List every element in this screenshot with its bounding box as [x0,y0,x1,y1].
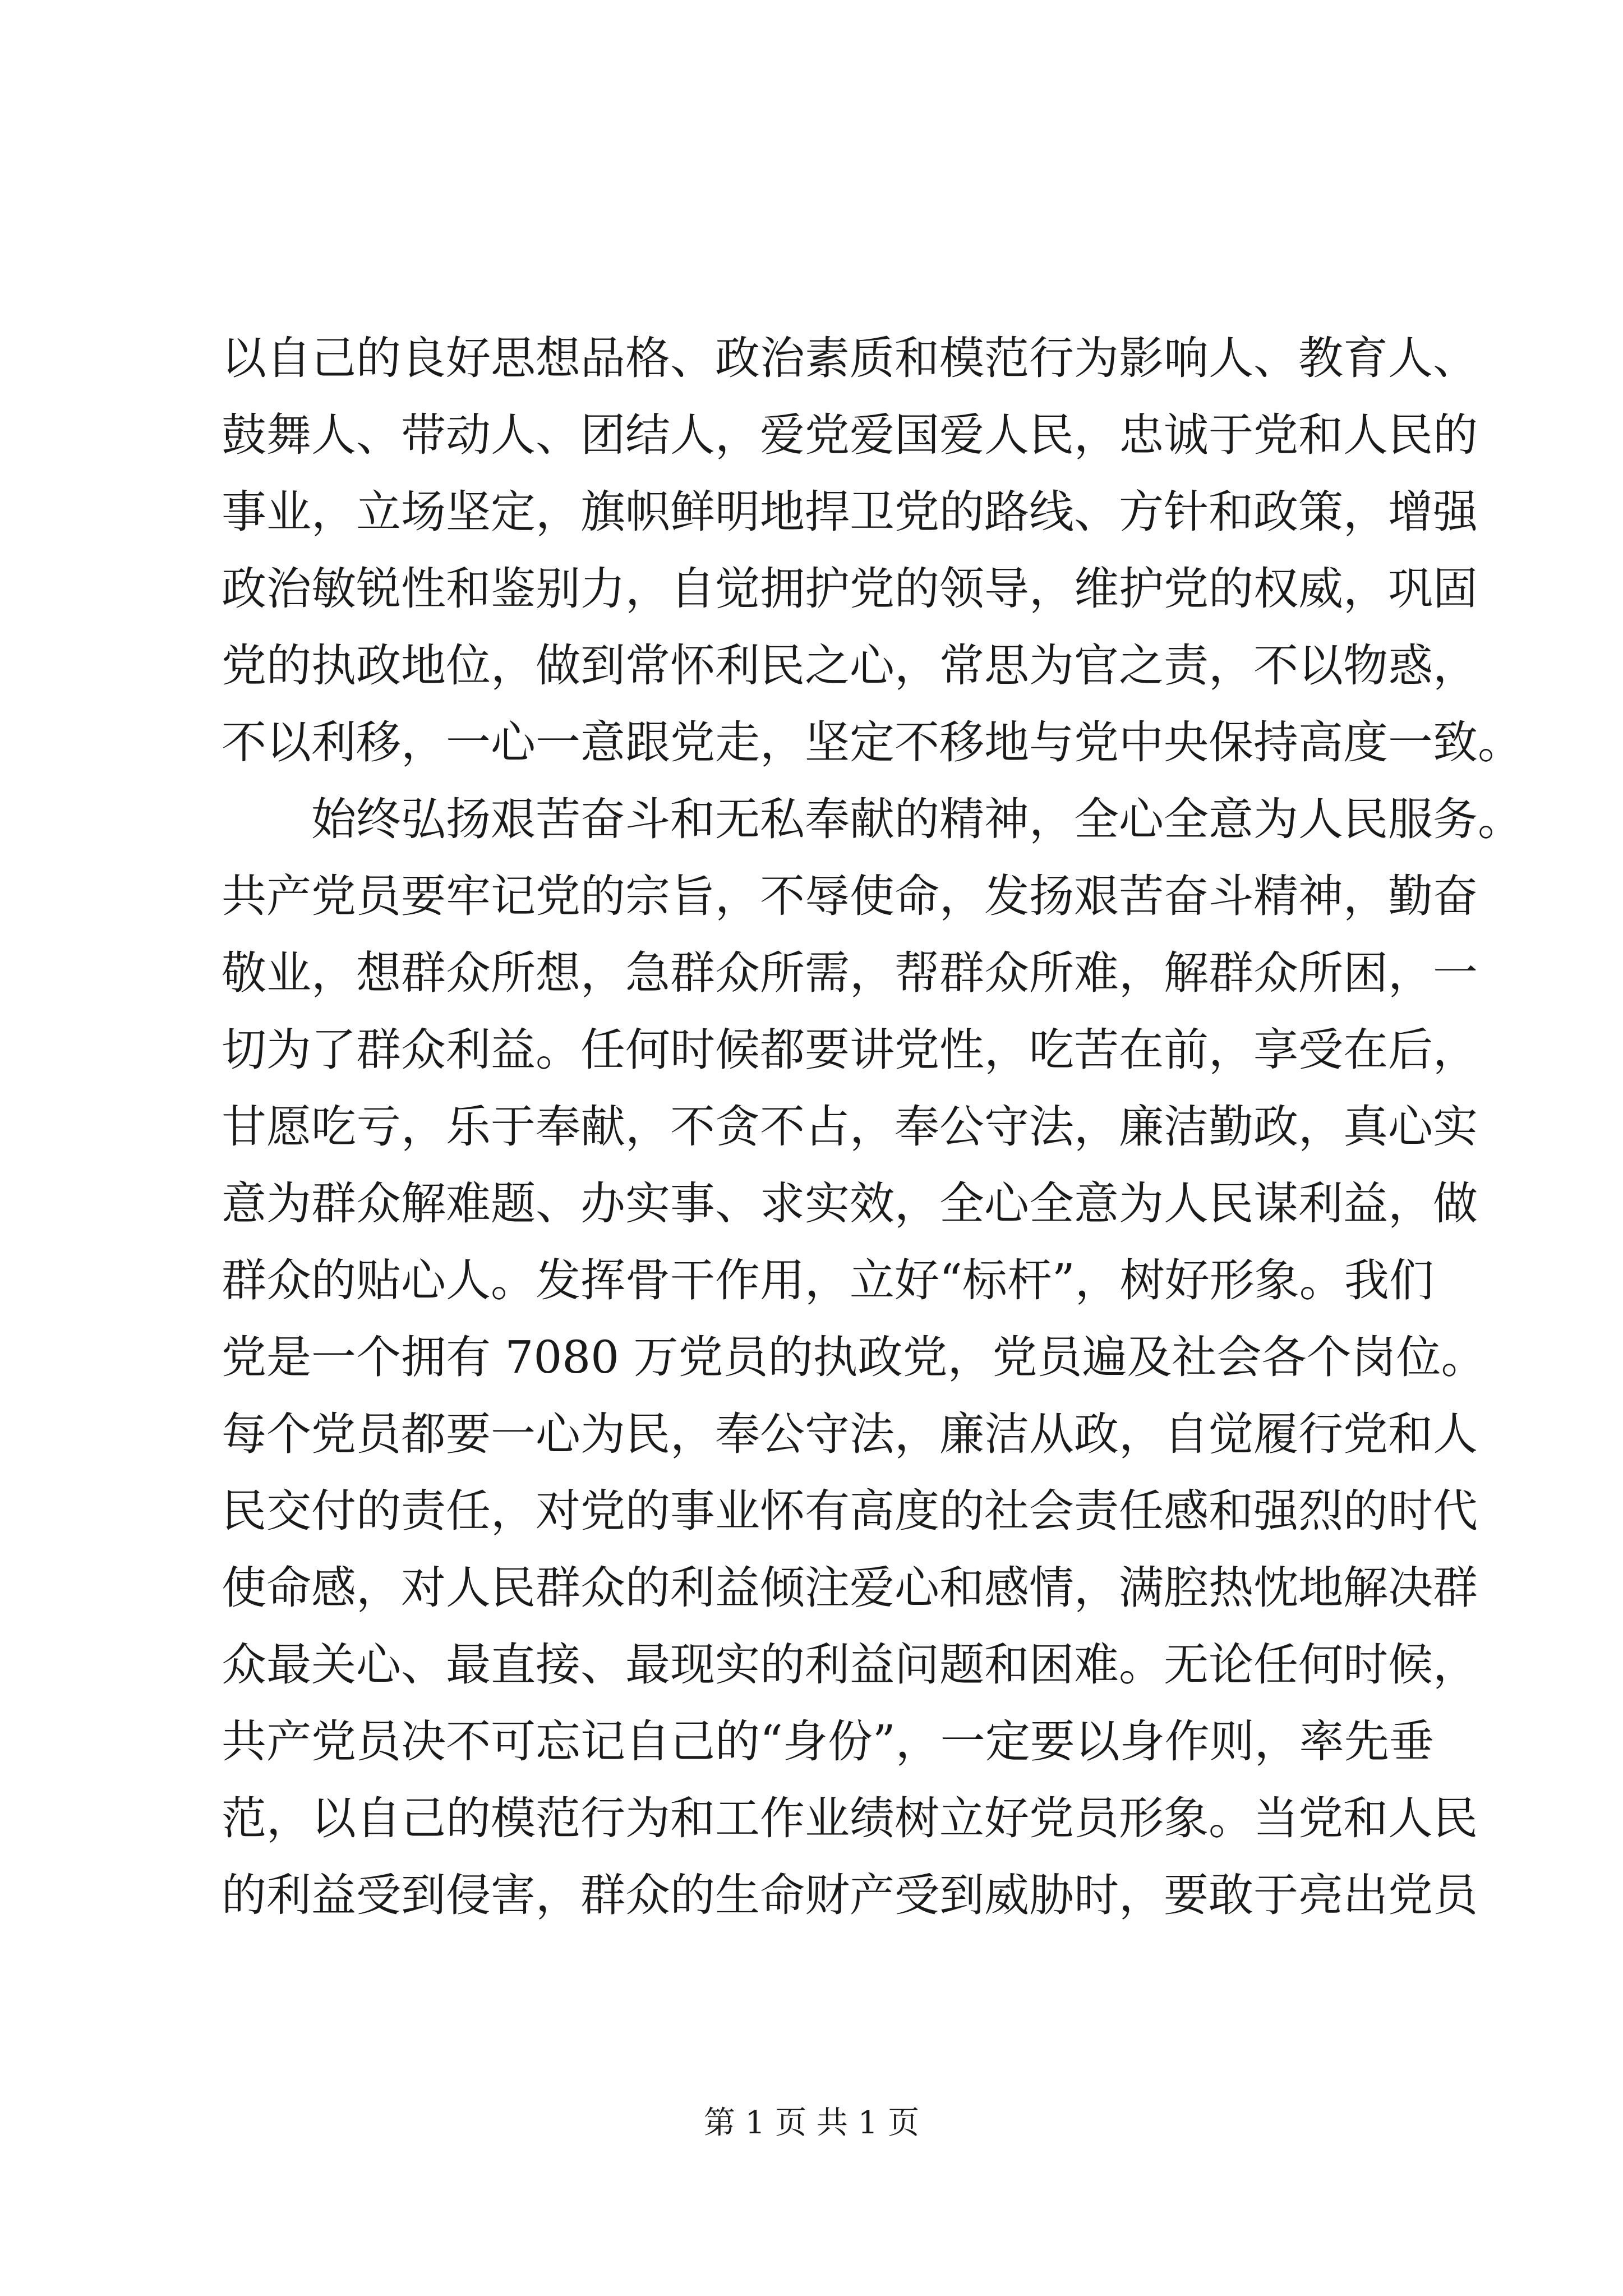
page-footer [0,2101,1623,2146]
text-line: 的利益受到侵害，群众的生命财产受到威胁时，要敢于亮出党员 [222,1869,1478,1921]
text-line: 共产党员决不可忘记自己的“身份”，一定要以身作则，率先垂 [222,1715,1434,1768]
text-line: 群众的贴心人。发挥骨干作用，立好“标杆”，树好形象。我们 [222,1254,1434,1306]
text-line: 事业，立场坚定，旗帜鲜明地捍卫党的路线、方针和政策，增强 [222,486,1478,538]
body-text [222,320,1523,1934]
text-line: 使命感，对人民群众的利益倾注爱心和感情，满腔热忱地解决群 [222,1562,1478,1614]
text-line: 每个党员都要一心为民，奉公守法，廉洁从政，自觉履行党和人 [222,1408,1478,1460]
text-line: 党是一个拥有 7080 万党员的执政党，党员遍及社会各个岗位。 [222,1331,1486,1383]
text-line: 敬业，想群众所想，急群众所需，帮群众所难，解群众所困，一 [222,947,1478,999]
text-line: 共产党员要牢记党的宗旨，不辱使命，发扬艰苦奋斗精神，勤奋 [222,870,1478,922]
text-line: 政治敏锐性和鉴别力，自觉拥护党的领导，维护党的权威，巩固 [222,563,1478,615]
text-line: 以自己的良好思想品格、政治素质和模范行为影响人、教育人、 [222,332,1478,384]
text-line: 鼓舞人、带动人、团结人，爱党爱国爱人民，忠诚于党和人民的 [222,409,1478,461]
text-line: 众最关心、最直接、最现实的利益问题和困难。无论任何时候， [222,1639,1478,1691]
text-line: 党的执政地位，做到常怀利民之心，常思为官之责，不以物惑， [222,639,1478,692]
text-line: 不以利移，一心一意跟党走，坚定不移地与党中央保持高度一致。 [222,716,1523,769]
page-number-label: 第 1 页 共 1 页 [703,2105,920,2141]
text-line: 民交付的责任，对党的事业怀有高度的社会责任感和强烈的时代 [222,1485,1478,1537]
text-line: 范，以自己的模范行为和工作业绩树立好党员形象。当党和人民 [222,1792,1478,1844]
text-line: 甘愿吃亏，乐于奉献，不贪不占，奉公守法，廉洁勤政，真心实 [222,1101,1478,1153]
text-line: 切为了群众利益。任何时候都要讲党性，吃苦在前，享受在后， [222,1024,1478,1076]
text-line: 意为群众解难题、办实事、求实效，全心全意为人民谋利益，做 [222,1177,1478,1230]
paragraph-first-line: 始终弘扬艰苦奋斗和无私奉献的精神，全心全意为人民服务。 [311,793,1523,845]
